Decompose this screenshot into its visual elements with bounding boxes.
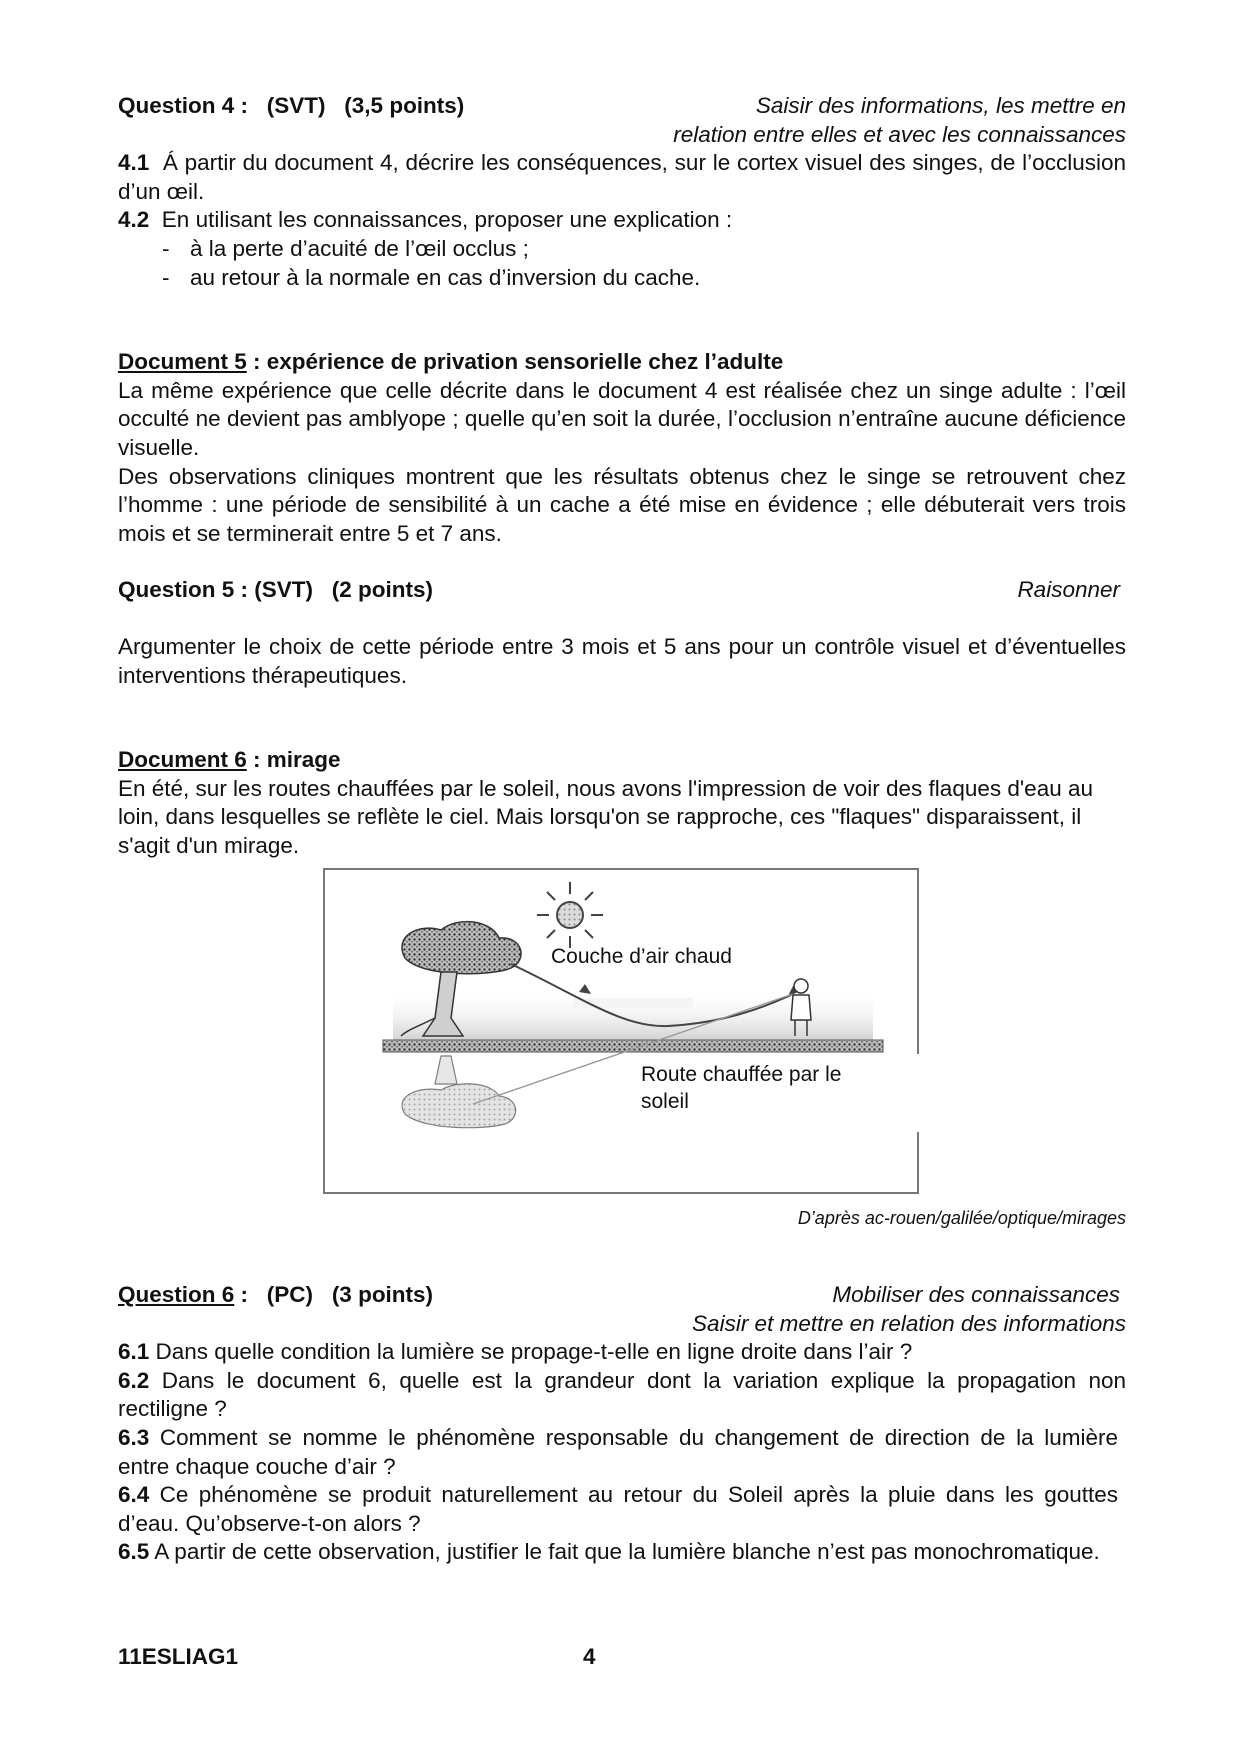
item-number: 4.2 xyxy=(118,207,150,233)
question-6-skill-2: Saisir et mettre en relation des informations xyxy=(692,1310,1126,1336)
question-5-points: (2 points) xyxy=(331,577,434,603)
item-text: Comment se nomme le phénomène responsable du changement de direction de la lumière entre chaque couche d’air ? xyxy=(118,1425,1118,1479)
question-6-colon: : xyxy=(234,1282,249,1308)
hot-air-label: Couche d’air chaud xyxy=(551,945,732,969)
item-number: 6.3 xyxy=(118,1425,150,1451)
question-5-skill: Raisonner xyxy=(1017,577,1120,603)
question-5-text: Argumenter le choix de cette période entre 3 mois et 5 ans pour un contrôle visuel et d’éventuelles interventions thérapeutiques. xyxy=(118,633,1126,688)
question-4-skill-2: relation entre elles et avec les connaissances xyxy=(673,121,1126,147)
question-6-title: Question 6 xyxy=(118,1282,235,1308)
question-6-items xyxy=(118,1338,1126,1567)
road-label-line-2: soleil xyxy=(641,1090,689,1114)
question-6-points: (3 points) xyxy=(331,1282,434,1308)
road xyxy=(383,1040,883,1052)
question-5-title: Question 5 : (SVT) xyxy=(118,577,314,603)
question-4-tag: (SVT) xyxy=(266,93,326,118)
question-4-header xyxy=(118,92,1126,121)
item-number: 6.1 xyxy=(118,1339,150,1365)
question-6-item xyxy=(118,1424,1118,1481)
question-6-item xyxy=(118,1338,1126,1367)
document-5-title: : expérience de privation sensorielle chez l’adulte xyxy=(246,349,784,375)
bullet-text: au retour à la normale en cas d’inversion du cache. xyxy=(190,264,701,290)
figure-credit: D’après ac-rouen/galilée/optique/mirages xyxy=(797,1208,1126,1229)
question-4-item-1 xyxy=(118,149,1126,206)
item-number: 6.2 xyxy=(118,1367,150,1393)
bullet-item xyxy=(118,235,1126,264)
item-text: Á partir du document 4, décrire les conséquences, sur le cortex visuel des singes, de l’occlusion d’un œil. xyxy=(118,150,1126,204)
question-4-title: Question 4 : xyxy=(118,93,249,118)
document-6-heading xyxy=(118,746,1126,775)
document-5-paragraph-1: La même expérience que celle décrite dans le document 4 est réalisée chez un singe adulte : l’œil occulté ne devient pas amblyope ; quelle qu’en soit la durée, l’occlusion n’entraîne aucune déficience visuelle. xyxy=(118,377,1126,460)
question-6-item xyxy=(118,1481,1118,1538)
mirage-diagram xyxy=(323,868,919,1194)
dash-marker: - xyxy=(162,264,170,290)
question-4-item-2 xyxy=(118,206,1126,235)
bullet-item xyxy=(118,264,1126,293)
item-text: Dans le document 6, quelle est la grandeur dont la variation explique la propagation non rectiligne ? xyxy=(118,1367,1126,1422)
item-number: 6.4 xyxy=(118,1482,150,1508)
road-label-line-1: Route chauffée par le xyxy=(641,1063,842,1087)
dash-marker: - xyxy=(162,235,170,261)
question-6-skill-1: Mobiliser des connaissances xyxy=(832,1282,1120,1308)
question-6-item xyxy=(118,1538,1118,1567)
exam-code: 11ESLIAG1 xyxy=(118,1644,239,1669)
document-5-heading xyxy=(118,348,1126,377)
document-6-title: : mirage xyxy=(246,747,341,773)
page-number: 4 xyxy=(583,1644,596,1669)
item-number: 4.1 xyxy=(118,150,150,176)
mirage-figure xyxy=(323,868,919,1194)
document-5-label: Document 5 xyxy=(118,349,247,375)
item-text: Dans quelle condition la lumière se propage-t-elle en ligne droite dans l’air ? xyxy=(149,1339,913,1365)
document-6-label: Document 6 xyxy=(118,747,247,773)
question-5-header xyxy=(118,576,1126,605)
item-number: 6.5 xyxy=(118,1539,150,1565)
exam-page xyxy=(118,92,1126,1567)
item-text: En utilisant les connaissances, proposer une explication : xyxy=(161,207,733,233)
question-4-points: (3,5 points) xyxy=(344,93,465,118)
question-6-tag: (PC) xyxy=(266,1282,314,1308)
document-6-text: En été, sur les routes chauffées par le soleil, nous avons l'impression de voir des flaques d'eau au loin, dans lesquelles se reflète le ciel. Mais lorsqu'on se rapproche, ces "flaques" disparaissent, il s'agit d'un mirage. xyxy=(118,775,1093,858)
item-text: Ce phénomène se produit naturellement au retour du Soleil après la pluie dans les gouttes d’eau. Qu’observe-t-on alors ? xyxy=(118,1482,1118,1536)
question-6-header xyxy=(118,1281,1126,1310)
question-4-skill-1: Saisir des informations, les mettre en xyxy=(755,93,1126,118)
document-5-paragraph-2: Des observations cliniques montrent que les résultats obtenus chez le singe se retrouvent chez l’homme : une période de sensibilité à un cache a été mise en évidence ; elle débuterait vers trois mois et se terminerait entre 5 et 7 ans. xyxy=(118,463,1126,546)
bullet-text: à la perte d’acuité de l’œil occlus ; xyxy=(190,235,529,261)
item-text: A partir de cette observation, justifier le fait que la lumière blanche n’est pas monochromatique. xyxy=(149,1539,1100,1565)
question-6-item xyxy=(118,1367,1126,1424)
